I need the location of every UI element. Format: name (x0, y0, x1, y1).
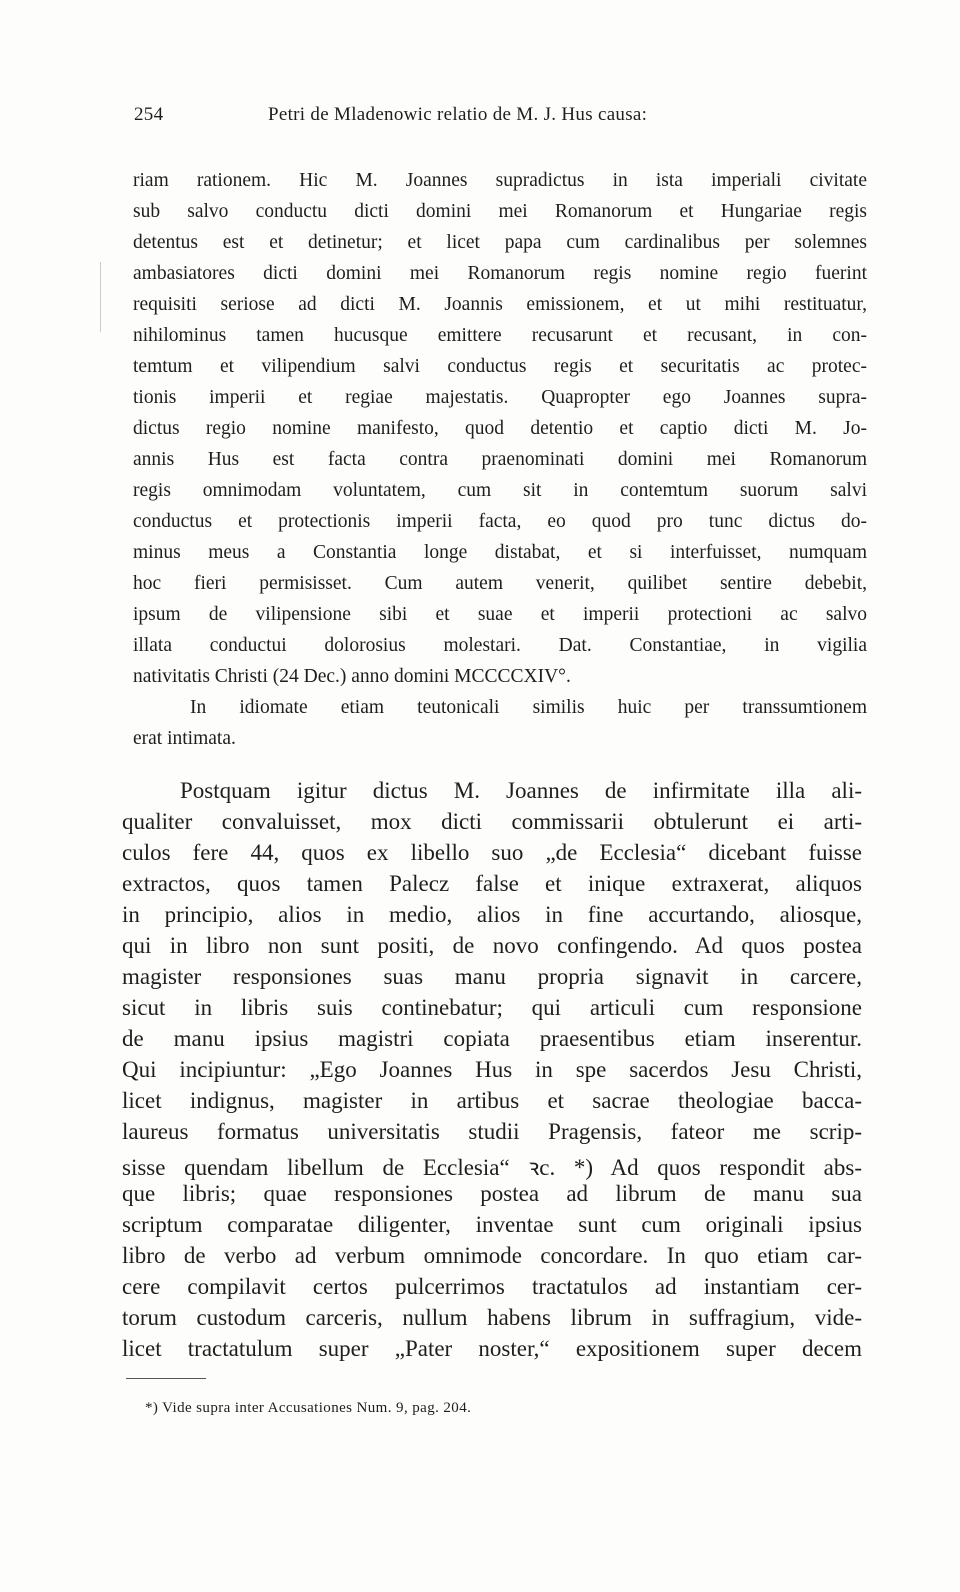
text-line: sisse quendam libellum de Ecclesia“ ꝛc. *) Ad quos respondit abs- (122, 1155, 862, 1180)
text-line: laureus formatus universitatis studii Pragensis, fateor me scrip- (122, 1119, 862, 1144)
text-line: libro de verbo ad verbum omnimode concordare. In quo etiam car- (122, 1243, 862, 1268)
text-line: conductus et protectionis imperii facta, eo quod pro tunc dictus do- (133, 511, 867, 532)
text-line: Qui incipiuntur: „Ego Joannes Hus in spe sacerdos Jesu Christi, (122, 1057, 862, 1082)
margin-pencil-mark (100, 262, 115, 332)
page-number: 254 (134, 104, 164, 125)
text-line: ambasiatores dicti domini mei Romanorum regis nomine regio fuerint (133, 263, 867, 284)
text-line: annis Hus est facta contra praenominati domini mei Romanorum (133, 449, 867, 470)
page-header (134, 104, 774, 134)
text-line: hoc fieri permisisset. Cum autem venerit, quilibet sentire debebit, (133, 573, 867, 594)
text-line: detentus est et detinetur; et licet papa cum cardinalibus per solemnes (133, 232, 867, 253)
text-line: cere compilavit certos pulcerrimos tractatulos ad instantiam cer- (122, 1274, 862, 1299)
text-line: illata conductui dolorosius molestari. Dat. Constantiae, in vigilia (133, 635, 867, 656)
text-line: que libris; quae responsiones postea ad librum de manu sua (122, 1181, 862, 1206)
footnote-rule (126, 1378, 206, 1379)
text-line: tionis imperii et regiae majestatis. Quapropter ego Joannes supra- (133, 387, 867, 408)
text-line: dictus regio nomine manifesto, quod detentio et captio dicti M. Jo- (133, 418, 867, 439)
text-line: qui in libro non sunt positi, de novo confingendo. Ad quos postea (122, 933, 862, 958)
text-line: magister responsiones suas manu propria signavit in carcere, (122, 964, 862, 989)
running-title: Petri de Mladenowic relatio de M. J. Hus causa: (268, 104, 648, 125)
text-line: culos fere 44, quos ex libello suo „de Ecclesia“ dicebant fuisse (122, 840, 862, 865)
text-line: de manu ipsius magistri copiata praesentibus etiam inserentur. (122, 1026, 862, 1051)
text-line: torum custodum carceris, nullum habens librum in suffragium, vide- (122, 1305, 862, 1330)
text-line: Postquam igitur dictus M. Joannes de infirmitate illa ali- (180, 778, 862, 803)
text-line: In idiomate etiam teutonicali similis huic per transsumtionem (190, 697, 867, 718)
text-line: sicut in libris suis continebatur; qui articuli cum responsione (122, 995, 862, 1020)
text-line: nativitatis Christi (24 Dec.) anno domini MCCCCXIV°. (133, 666, 571, 687)
text-line: extractos, quos tamen Palecz false et inique extraxerat, aliquos (122, 871, 862, 896)
text-line: riam rationem. Hic M. Joannes supradictus in ista imperiali civitate (133, 170, 867, 191)
text-line: sub salvo conductu dicti domini mei Romanorum et Hungariae regis (133, 201, 867, 222)
text-line: licet indignus, magister in artibus et sacrae theologiae bacca- (122, 1088, 862, 1113)
text-line: qualiter convaluisset, mox dicti commissarii obtulerunt ei arti- (122, 809, 862, 834)
text-line: scriptum comparatae diligenter, inventae sunt cum originali ipsius (122, 1212, 862, 1237)
text-line: nihilominus tamen hucusque emittere recusarunt et recusant, in con- (133, 325, 867, 346)
text-line: regis omnimodam voluntatem, cum sit in contemtum suorum salvi (133, 480, 867, 501)
text-line: ipsum de vilipensione sibi et suae et imperii protectioni ac salvo (133, 604, 867, 625)
footnote: *) Vide supra inter Accusationes Num. 9, pag. 204. (145, 1400, 472, 1416)
text-line: requisiti seriose ad dicti M. Joannis emissionem, et ut mihi restituatur, (133, 294, 867, 315)
text-line: in principio, alios in medio, alios in fine accurtando, aliosque, (122, 902, 862, 927)
text-line: minus meus a Constantia longe distabat, et si interfuisset, numquam (133, 542, 867, 563)
text-line: temtum et vilipendium salvi conductus regis et securitatis ac protec- (133, 356, 867, 377)
text-line: erat intimata. (133, 728, 236, 749)
text-line: licet tractatulum super „Pater noster,“ expositionem super decem (122, 1336, 862, 1361)
